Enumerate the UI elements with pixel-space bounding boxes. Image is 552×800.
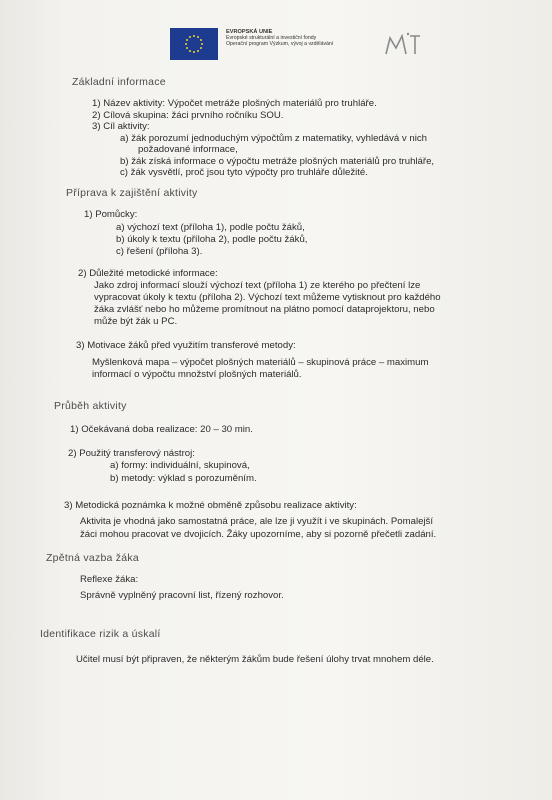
- pomucky-c: c) řešení (příloha 3).: [116, 246, 203, 257]
- rizika-text: Učitel musí být připraven, že některým žákům bude řešení úlohy trvat mnohem déle.: [76, 654, 434, 665]
- zakladni-item-1: 1) Název aktivity: Výpočet metráže plošných materiálů pro truhláře.: [92, 98, 377, 109]
- pomucky-a: a) výchozí text (příloha 1), podle počtu žáků,: [116, 222, 305, 233]
- eu-program-text: [226, 29, 333, 48]
- poznamka-line-1: Aktivita je vhodná jako samostatná práce, ale lze ji využít i ve skupinách. Pomalejší: [80, 516, 434, 527]
- prubeh-item-1: 1) Očekávaná doba realizace: 20 – 30 min.: [70, 424, 253, 435]
- eu-line2: Evropské strukturální a investiční fondy: [226, 35, 317, 42]
- cil-a: a) žák porozumí jednoduchým výpočtům z matematiky, vyhledává v nich: [120, 133, 427, 144]
- pomucky-b: b) úkoly k textu (příloha 2), podle počtu žáků,: [116, 234, 308, 245]
- section-title-rizika: Identifikace rizik a úskalí: [40, 628, 161, 640]
- priprava-item-2: 2) Důležité metodické informace:: [78, 268, 218, 279]
- priprava-item-3: 3) Motivace žáků před využitím transferové metody:: [76, 340, 296, 351]
- priprava-item-1: 1) Pomůcky:: [84, 209, 138, 220]
- section-title-zakladni: Základní informace: [72, 76, 166, 88]
- section-title-priprava: Příprava k zajištění aktivity: [66, 187, 198, 199]
- transfer-b: b) metody: výklad s porozuměním.: [110, 473, 257, 484]
- cil-c: c) žák vysvětlí, proč jsou tyto výpočty pro truhláře důležité.: [120, 167, 368, 178]
- eu-line3: Operační program Výzkum, vývoj a vzdělávání: [226, 41, 334, 48]
- zakladni-item-3: 3) Cíl aktivity:: [92, 121, 150, 132]
- cil-b: b) žák získá informace o výpočtu metráže plošných materiálů pro truhláře,: [120, 156, 435, 167]
- eu-flag-logo: [170, 28, 218, 60]
- reflexe-label: Reflexe žáka:: [80, 574, 139, 585]
- cil-a-cont: požadované informace,: [138, 144, 238, 155]
- msmt-logo: [380, 30, 436, 56]
- metodicke-line-4: může být žák u PC.: [94, 316, 178, 327]
- prubeh-item-2: 2) Použitý transferový nástroj:: [68, 448, 195, 459]
- metodicke-line-3: žáka zvlášť nebo ho můžeme promítnout na plátno pomocí dataprojektoru, nebo: [94, 304, 435, 315]
- section-title-prubeh: Průběh aktivity: [54, 400, 127, 412]
- motivace-line-1: Myšlenková mapa – výpočet plošných materiálů – skupinová práce – maximum: [92, 357, 429, 368]
- prubeh-item-3: 3) Metodická poznámka k možné obměně způsobu realizace aktivity:: [64, 500, 357, 511]
- metodicke-line-1: Jako zdroj informací slouží výchozí text (příloha 1) ze kterého po přečtení lze: [94, 280, 421, 291]
- poznamka-line-2: žáci mohou pracovat ve dvojicích. Žáky upozorníme, aby si pozorně přečetli zadání.: [80, 529, 437, 540]
- section-title-zpetna: Zpětná vazba žáka: [46, 552, 139, 564]
- transfer-a: a) formy: individuální, skupinová,: [110, 460, 250, 471]
- reflexe-text: Správně vyplněný pracovní list, řízený rozhovor.: [80, 590, 284, 601]
- eu-title: EVROPSKÁ UNIE: [226, 29, 273, 35]
- metodicke-line-2: vypracovat úkoly k textu (příloha 2). Výchozí text můžeme vytisknout pro každého: [94, 292, 441, 303]
- motivace-line-2: informací o výpočtu množství plošných materiálů.: [92, 369, 302, 380]
- zakladni-item-2: 2) Cílová skupina: žáci prvního ročníku SOU.: [92, 110, 284, 121]
